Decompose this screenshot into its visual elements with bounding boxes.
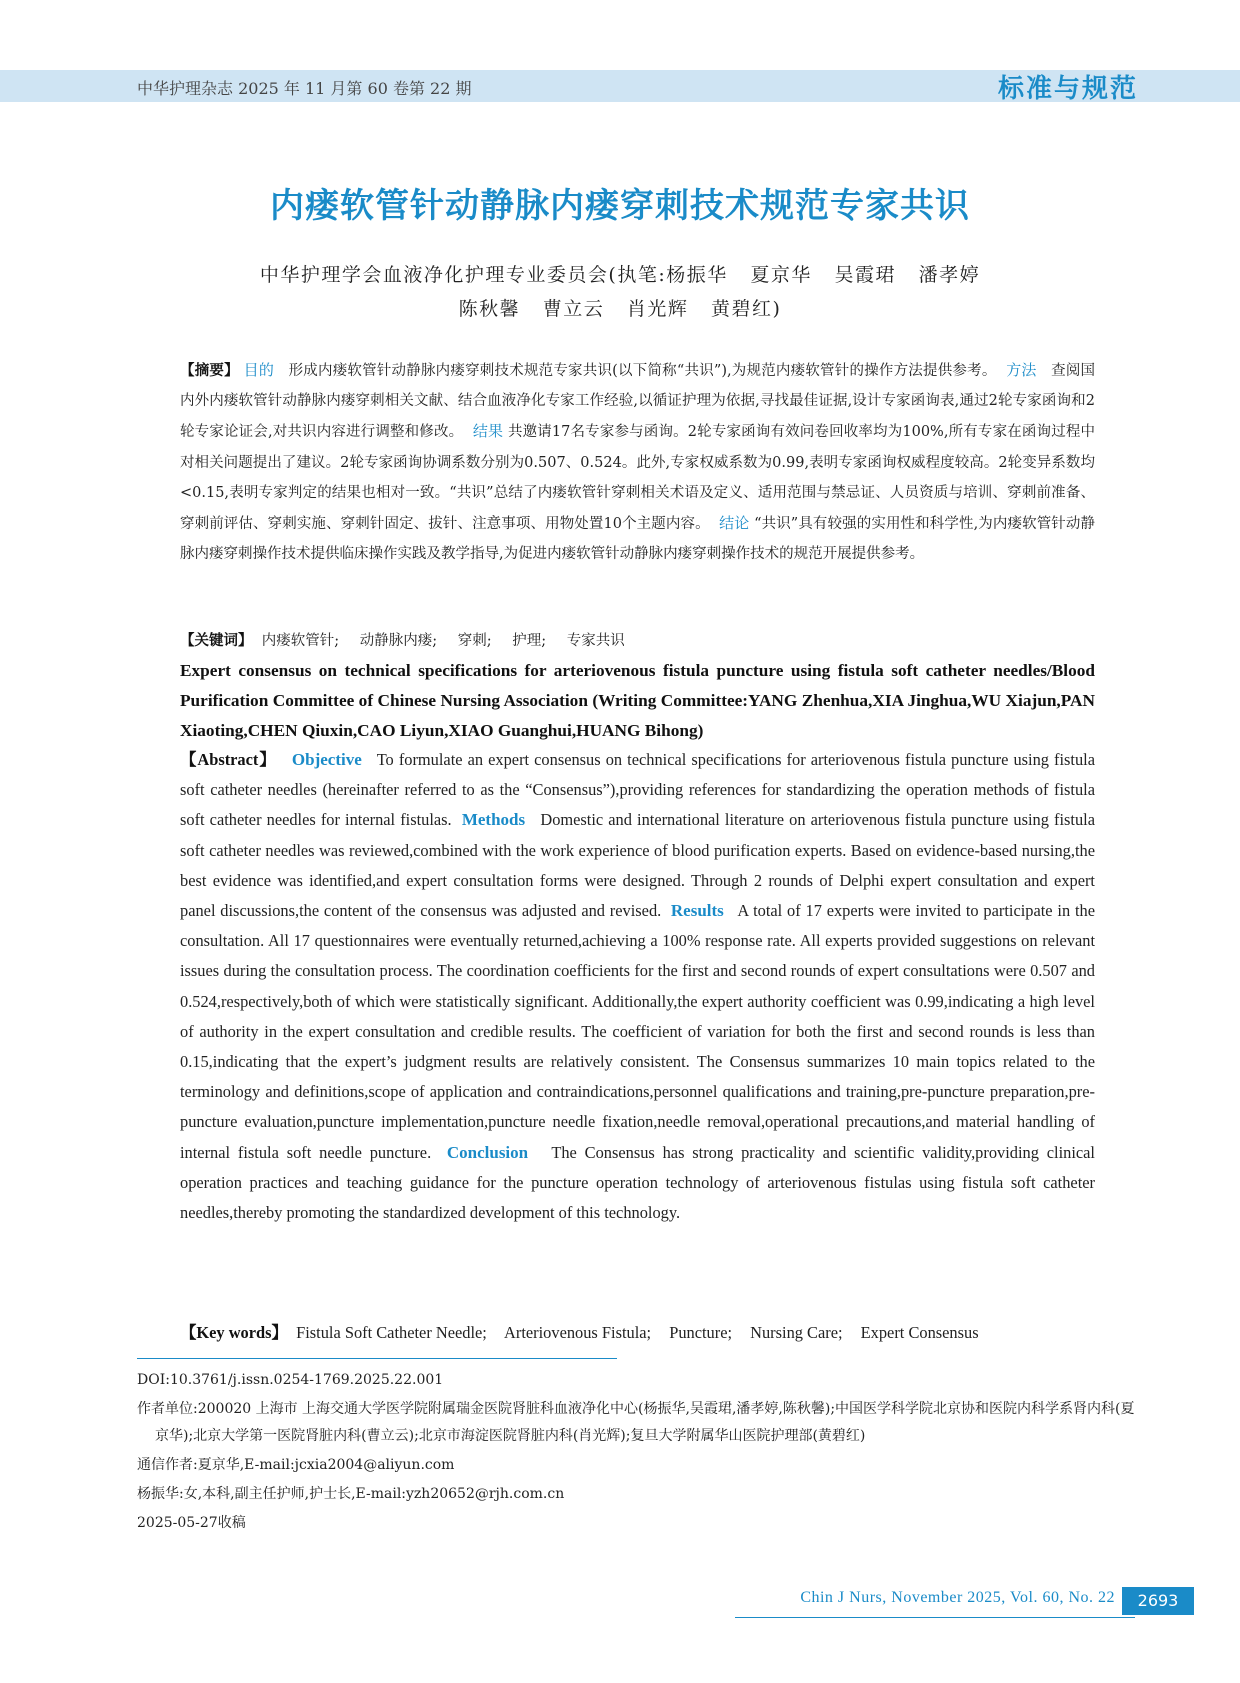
cn-keyword: 专家共识 (566, 633, 625, 649)
footnotes (137, 1367, 1142, 1539)
en-keywords-tag: 【Key words】 (180, 1323, 288, 1342)
received-date: 2025-05-27收稿 (137, 1515, 246, 1531)
section-label: 标准与规范 (997, 74, 1138, 104)
cn-results-text: 共邀请17名专家参与函询。2轮专家函询有效问卷回收率均为100%,所有专家在函询过程中对相关问题提出了建议。2轮专家函询协调系数分别为0.507、0.524。此外,专家权威系数为0.99,表明专家函询权威程度较高。2轮变异系数均<0.15,表明专家判定的结果也相对一致。“共识”总结了内瘘软管针穿刺相关术语及定义、适用范围与禁忌证、人员资质与培训、穿刺前准备、穿刺前评估、穿刺实施、穿刺针固定、拔针、注意事项、用物处置10个主题内容。 (180, 424, 1096, 533)
en-conclusion-text: The Consensus has strong practicality and scientific validity,providing clinical operation practices and teaching guidance for the puncture operation technology of arteriovenous fistulas using fistula soft catheter needles,thereby promoting the standardized development of this technology. (180, 1142, 1095, 1223)
cn-keywords-tag: 【关键词】 (180, 632, 253, 649)
footer-divider (735, 1617, 1135, 1618)
en-abstract-tag: 【Abstract】 (180, 750, 277, 769)
doi: DOI:10.3761/j.issn.0254-1769.2025.22.001 (137, 1372, 444, 1388)
cn-keyword: 护理; (512, 633, 547, 649)
author-line-1: 中华护理学会血液净化护理专业委员会(执笔:杨振华 夏京华 吴霞珺 潘孝婷 (259, 264, 981, 286)
en-conclusion-label: Conclusion (446, 1142, 529, 1162)
en-keyword: Nursing Care; (750, 1323, 843, 1342)
english-keywords (180, 1318, 1095, 1348)
chinese-abstract (180, 355, 1095, 569)
en-keyword: Fistula Soft Catheter Needle; (296, 1323, 487, 1342)
cn-results-label: 结果 (472, 422, 504, 441)
cn-keyword: 动静脉内瘘; (359, 633, 438, 649)
en-objective-text: To formulate an expert consensus on technical specifications for arteriovenous fistula puncture using fistula soft catheter needles (hereinafter referred to as the “Consensus”),providing references for standardizing the operation methods of fistula soft catheter needles for internal fistulas. (180, 750, 1096, 830)
en-objective-label: Objective (291, 750, 362, 769)
first-author-info: 杨振华:女,本科,副主任护师,护士长,E-mail:yzh20652@rjh.com.cn (137, 1486, 565, 1502)
cn-objective-label: 目的 (243, 361, 275, 379)
footnote-divider (137, 1358, 617, 1359)
english-title: Expert consensus on technical specifications for arteriovenous fistula puncture using fistula soft catheter needles/Blood Purification Committee of Chinese Nursing Association (Writing Committee:YANG Zhenhua,XIA Jinghua,WU Xiajun,PAN Xiaoting,CHEN Qiuxin,CAO Liyun,XIAO Guanghui,HUANG Bihong) (180, 661, 1095, 740)
cn-keyword: 内瘘软管针; (261, 633, 340, 649)
en-methods-label: Methods (461, 810, 526, 830)
cn-methods-text: 查阅国内外内瘘软管针动静脉内瘘穿刺相关文献、结合血液净化专家工作经验,以循证护理为依据,寻找最佳证据,设计专家函询表,通过2轮专家函询和2轮专家论证会,对共识内容进行调整和修改。 (180, 363, 1096, 441)
en-results-text: A total of 17 experts were invited to participate in the consultation. All 17 questionnaires were eventually returned,achieving a 100% response rate. All experts provided suggestions on relevant issues during the consultation process. The coordination coefficients for the first and second rounds of expert consultations were 0.507 and 0.524,respectively,both of which were statistically significant. Additionally,the expert authority coefficient was 0.99,indicating a high level of authority in the expert consultation and credible results. The coefficient of variation for both the first and second rounds is less than 0.15,indicating that the expert’s judgment results are relatively consistent. The Consensus summarizes 10 main topics related to the terminology and definitions,scope of application and contraindications,personnel qualifications and training,pre-puncture preparation,pre-puncture evaluation,puncture implementation,puncture needle fixation,needle removal,operational precautions,and material handling of internal fistula soft needle puncture. (180, 901, 1095, 1162)
cn-keyword: 穿刺; (457, 633, 492, 649)
en-keyword: Arteriovenous Fistula; (504, 1323, 652, 1342)
english-abstract (180, 745, 1095, 1228)
footer-citation: Chin J Nurs, November 2025, Vol. 60, No. 22 (800, 1589, 1115, 1606)
en-results-label: Results (670, 901, 724, 921)
cn-conclusion-text: “共识”具有较强的实用性和科学性,为内瘘软管针动静脉内瘘穿刺操作技术提供临床操作实践及教学指导,为促进内瘘软管针动静脉内瘘穿刺操作技术的规范开展提供参考。 (180, 516, 1096, 563)
author-line-2: 陈秋馨 曹立云 肖光辉 黄碧红) (458, 298, 782, 320)
page-number: 2693 (1122, 1587, 1194, 1615)
cn-abstract-tag: 【摘要】 (180, 362, 239, 379)
cn-objective-text: 形成内瘘软管针动静脉内瘘穿刺技术规范专家共识(以下简称“共识”),为规范内瘘软管针的操作方法提供参考。 (288, 363, 997, 379)
en-keyword: Puncture; (669, 1323, 733, 1342)
correspondence-author: 通信作者:夏京华,E-mail:jcxia2004@aliyun.com (137, 1457, 455, 1473)
chinese-keywords (180, 627, 1095, 655)
en-methods-text: Domestic and international literature on arteriovenous fistula puncture using fistula soft catheter needles was reviewed,combined with the work experience of blood purification experts. Based on evidence-based nursing,the best evidence was identified,and expert consultation forms were designed. Through 2 rounds of Delphi expert consultation and expert panel discussions,the content of the consensus was adjusted and revised. (180, 810, 1095, 921)
en-keyword: Expert Consensus (860, 1323, 979, 1342)
cn-methods-label: 方法 (1006, 361, 1037, 379)
cn-conclusion-label: 结论 (719, 514, 750, 533)
journal-info: 中华护理杂志 2025 年 11 月第 60 卷第 22 期 (137, 79, 472, 98)
author-block (0, 258, 1240, 326)
author-affiliation: 作者单位:200020 上海市 上海交通大学医学院附属瑞金医院肾脏科血液净化中心(杨振华,吴霞珺,潘孝婷,陈秋馨);中国医学科学院北京协和医院内科学系肾内科(夏京华);北京大学第一医院肾脏内科(曹立云);北京市海淀医院肾脏内科(肖光辉);复旦大学附属华山医院护理部(黄碧红) (137, 1401, 1135, 1444)
article-title: 内瘘软管针动静脉内瘘穿刺技术规范专家共识 (270, 186, 970, 226)
